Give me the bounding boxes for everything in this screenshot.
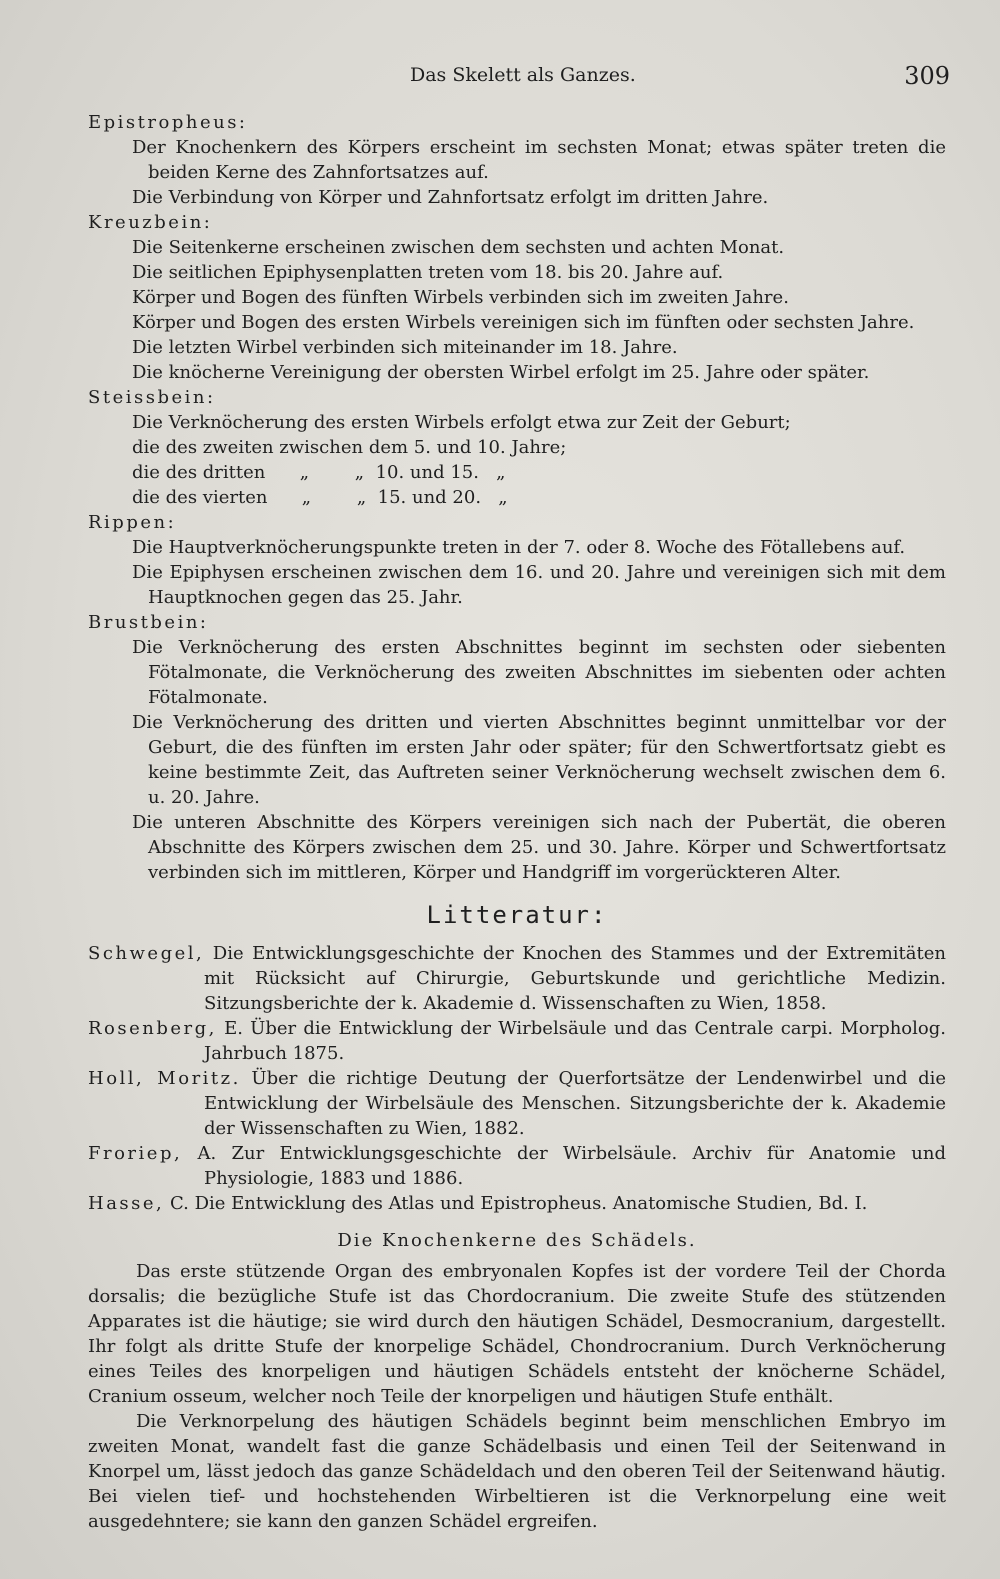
entry: Die Verknöcherung des dritten und vierten Abschnittes beginnt unmittelbar vor der Geburt, die des fünften im ersten Jahr oder später; für den Schwertfortsatz giebt es keine bestimmte Zeit, das Auftreten seiner Verknöcherung wechselt zwischen dem 6. u. 20. Jahre. <box>132 712 946 808</box>
entry-line: die des vierten „ „ 15. und 20. „ <box>132 487 508 508</box>
page-number: 309 <box>904 62 950 90</box>
reference-text: Über die richtige Deutung der Querfortsätze der Lendenwirbel und die Entwicklung der Wirbelsäule des Menschen. Sitzungsberichte der k. Akademie der Wissenschaften zu Wien, 1882. <box>204 1068 947 1139</box>
entry: Die Verknöcherung des ersten Abschnittes beginnt im sechsten oder siebenten Fötalmonate, die Verknöcherung des zweiten Abschnittes im siebenten oder achten Fötalmonate. <box>132 637 946 708</box>
reference-text: Die Entwicklungsgeschichte der Knochen des Stammes und der Extremitäten mit Rücksicht auf Chirurgie, Geburtskunde und gerichtliche Medizin. Sitzungsberichte der k. Akademie d. Wissenschaften zu Wien, 1858. <box>204 943 946 1014</box>
reference-entry <box>88 1066 946 1141</box>
entry: Die letzten Wirbel verbinden sich miteinander im 18. Jahre. <box>132 337 678 358</box>
entry: Der Knochenkern des Körpers erscheint im sechsten Monat; etwas später treten die beiden Kerne des Zahnfortsatzes auf. <box>132 137 946 183</box>
literature-title: Litteratur: <box>426 901 608 929</box>
section-heading-kreuzbein: Kreuzbein: <box>88 212 213 233</box>
reference-author: Holl, Moritz. <box>88 1068 241 1089</box>
body-paragraph: Das erste stützende Organ des embryonalen Kopfes ist der vordere Teil der Chorda dorsalis; die bezügliche Stufe ist das Chordocranium. Die zweite Stufe des stützenden Apparates ist die häutige; sie wird durch den häutigen Schädel, Desmocranium, dargestellt. Ihr folgt als dritte Stufe der knorpelige Schädel, Chondrocranium. Durch Verknöcherung eines Teiles des knorpeligen und häutigen Schädels entsteht der knöcherne Schädel, Cranium osseum, welcher noch Teile der knorpeligen und häutigen Stufe enthält. <box>88 1261 946 1407</box>
reference-text: C. Die Entwicklung des Atlas und Epistropheus. Anatomische Studien, Bd. I. <box>164 1193 868 1214</box>
entry-line: Die Verknöcherung des ersten Wirbels erfolgt etwa zur Zeit der Geburt; <box>132 412 791 433</box>
entry: Die Epiphysen erscheinen zwischen dem 16. und 20. Jahre und vereinigen sich mit dem Hauptknochen gegen das 25. Jahr. <box>132 562 946 608</box>
section-heading-epistropheus: Epistropheus: <box>88 112 248 133</box>
page-header <box>0 62 1000 92</box>
entry: Die unteren Abschnitte des Körpers vereinigen sich nach der Pubertät, die oberen Abschnitte des Körpers zwischen dem 25. und 30. Jahre. Körper und Schwertfortsatz verbinden sich im mittleren, Körper und Handgriff im vorgerückteren Alter. <box>132 812 946 883</box>
section-heading-brustbein: Brustbein: <box>88 612 209 633</box>
reference-author: Hasse, <box>88 1193 165 1214</box>
reference-author: Schwegel, <box>88 943 205 964</box>
reference-entry <box>88 1191 946 1216</box>
reference-author: Rosenberg, <box>88 1018 217 1039</box>
entry: Die Verbindung von Körper und Zahnfortsatz erfolgt im dritten Jahre. <box>132 187 769 208</box>
entry: Die seitlichen Epiphysenplatten treten vom 18. bis 20. Jahre auf. <box>132 262 724 283</box>
page-body <box>88 110 946 1534</box>
running-title: Das Skelett als Ganzes. <box>410 64 636 86</box>
subsection-title: Die Knochenkerne des Schädels. <box>337 1230 697 1251</box>
entry-line: die des zweiten zwischen dem 5. und 10. Jahre; <box>132 437 567 458</box>
reference-entry <box>88 1141 946 1191</box>
entry: Körper und Bogen des ersten Wirbels vereinigen sich im fünften oder sechsten Jahre. <box>132 312 915 333</box>
body-paragraph: Die Verknorpelung des häutigen Schädels beginnt beim menschlichen Embryo im zweiten Monat, wandelt fast die ganze Schädelbasis und einen Teil der Seitenwand in Knorpel um, lässt jedoch das ganze Schädeldach und den oberen Teil der Seitenwand häutig. Bei vielen tief- und hochstehenden Wirbeltieren ist die Verknorpelung eine weit ausgedehntere; sie kann den ganzen Schädel ergreifen. <box>88 1411 946 1532</box>
entry: Körper und Bogen des fünften Wirbels verbinden sich im zweiten Jahre. <box>132 287 789 308</box>
entry: Die Seitenkerne erscheinen zwischen dem sechsten und achten Monat. <box>132 237 785 258</box>
reference-entry <box>88 941 946 1016</box>
section-heading-steissbein: Steissbein: <box>88 387 216 408</box>
entry: Die Hauptverknöcherungspunkte treten in der 7. oder 8. Woche des Fötallebens auf. <box>132 537 906 558</box>
reference-text: E. Über die Entwicklung der Wirbelsäule und das Centrale carpi. Morpholog. Jahrbuch 1875. <box>204 1018 946 1064</box>
entry: Die knöcherne Vereinigung der obersten Wirbel erfolgt im 25. Jahre oder später. <box>132 362 870 383</box>
entry-line: die des dritten „ „ 10. und 15. „ <box>132 462 506 483</box>
reference-text: A. Zur Entwicklungsgeschichte der Wirbelsäule. Archiv für Anatomie und Physiologie, 1883 und 1886. <box>182 1143 946 1189</box>
reference-author: Froriep, <box>88 1143 183 1164</box>
reference-entry <box>88 1016 946 1066</box>
section-heading-rippen: Rippen: <box>88 512 177 533</box>
